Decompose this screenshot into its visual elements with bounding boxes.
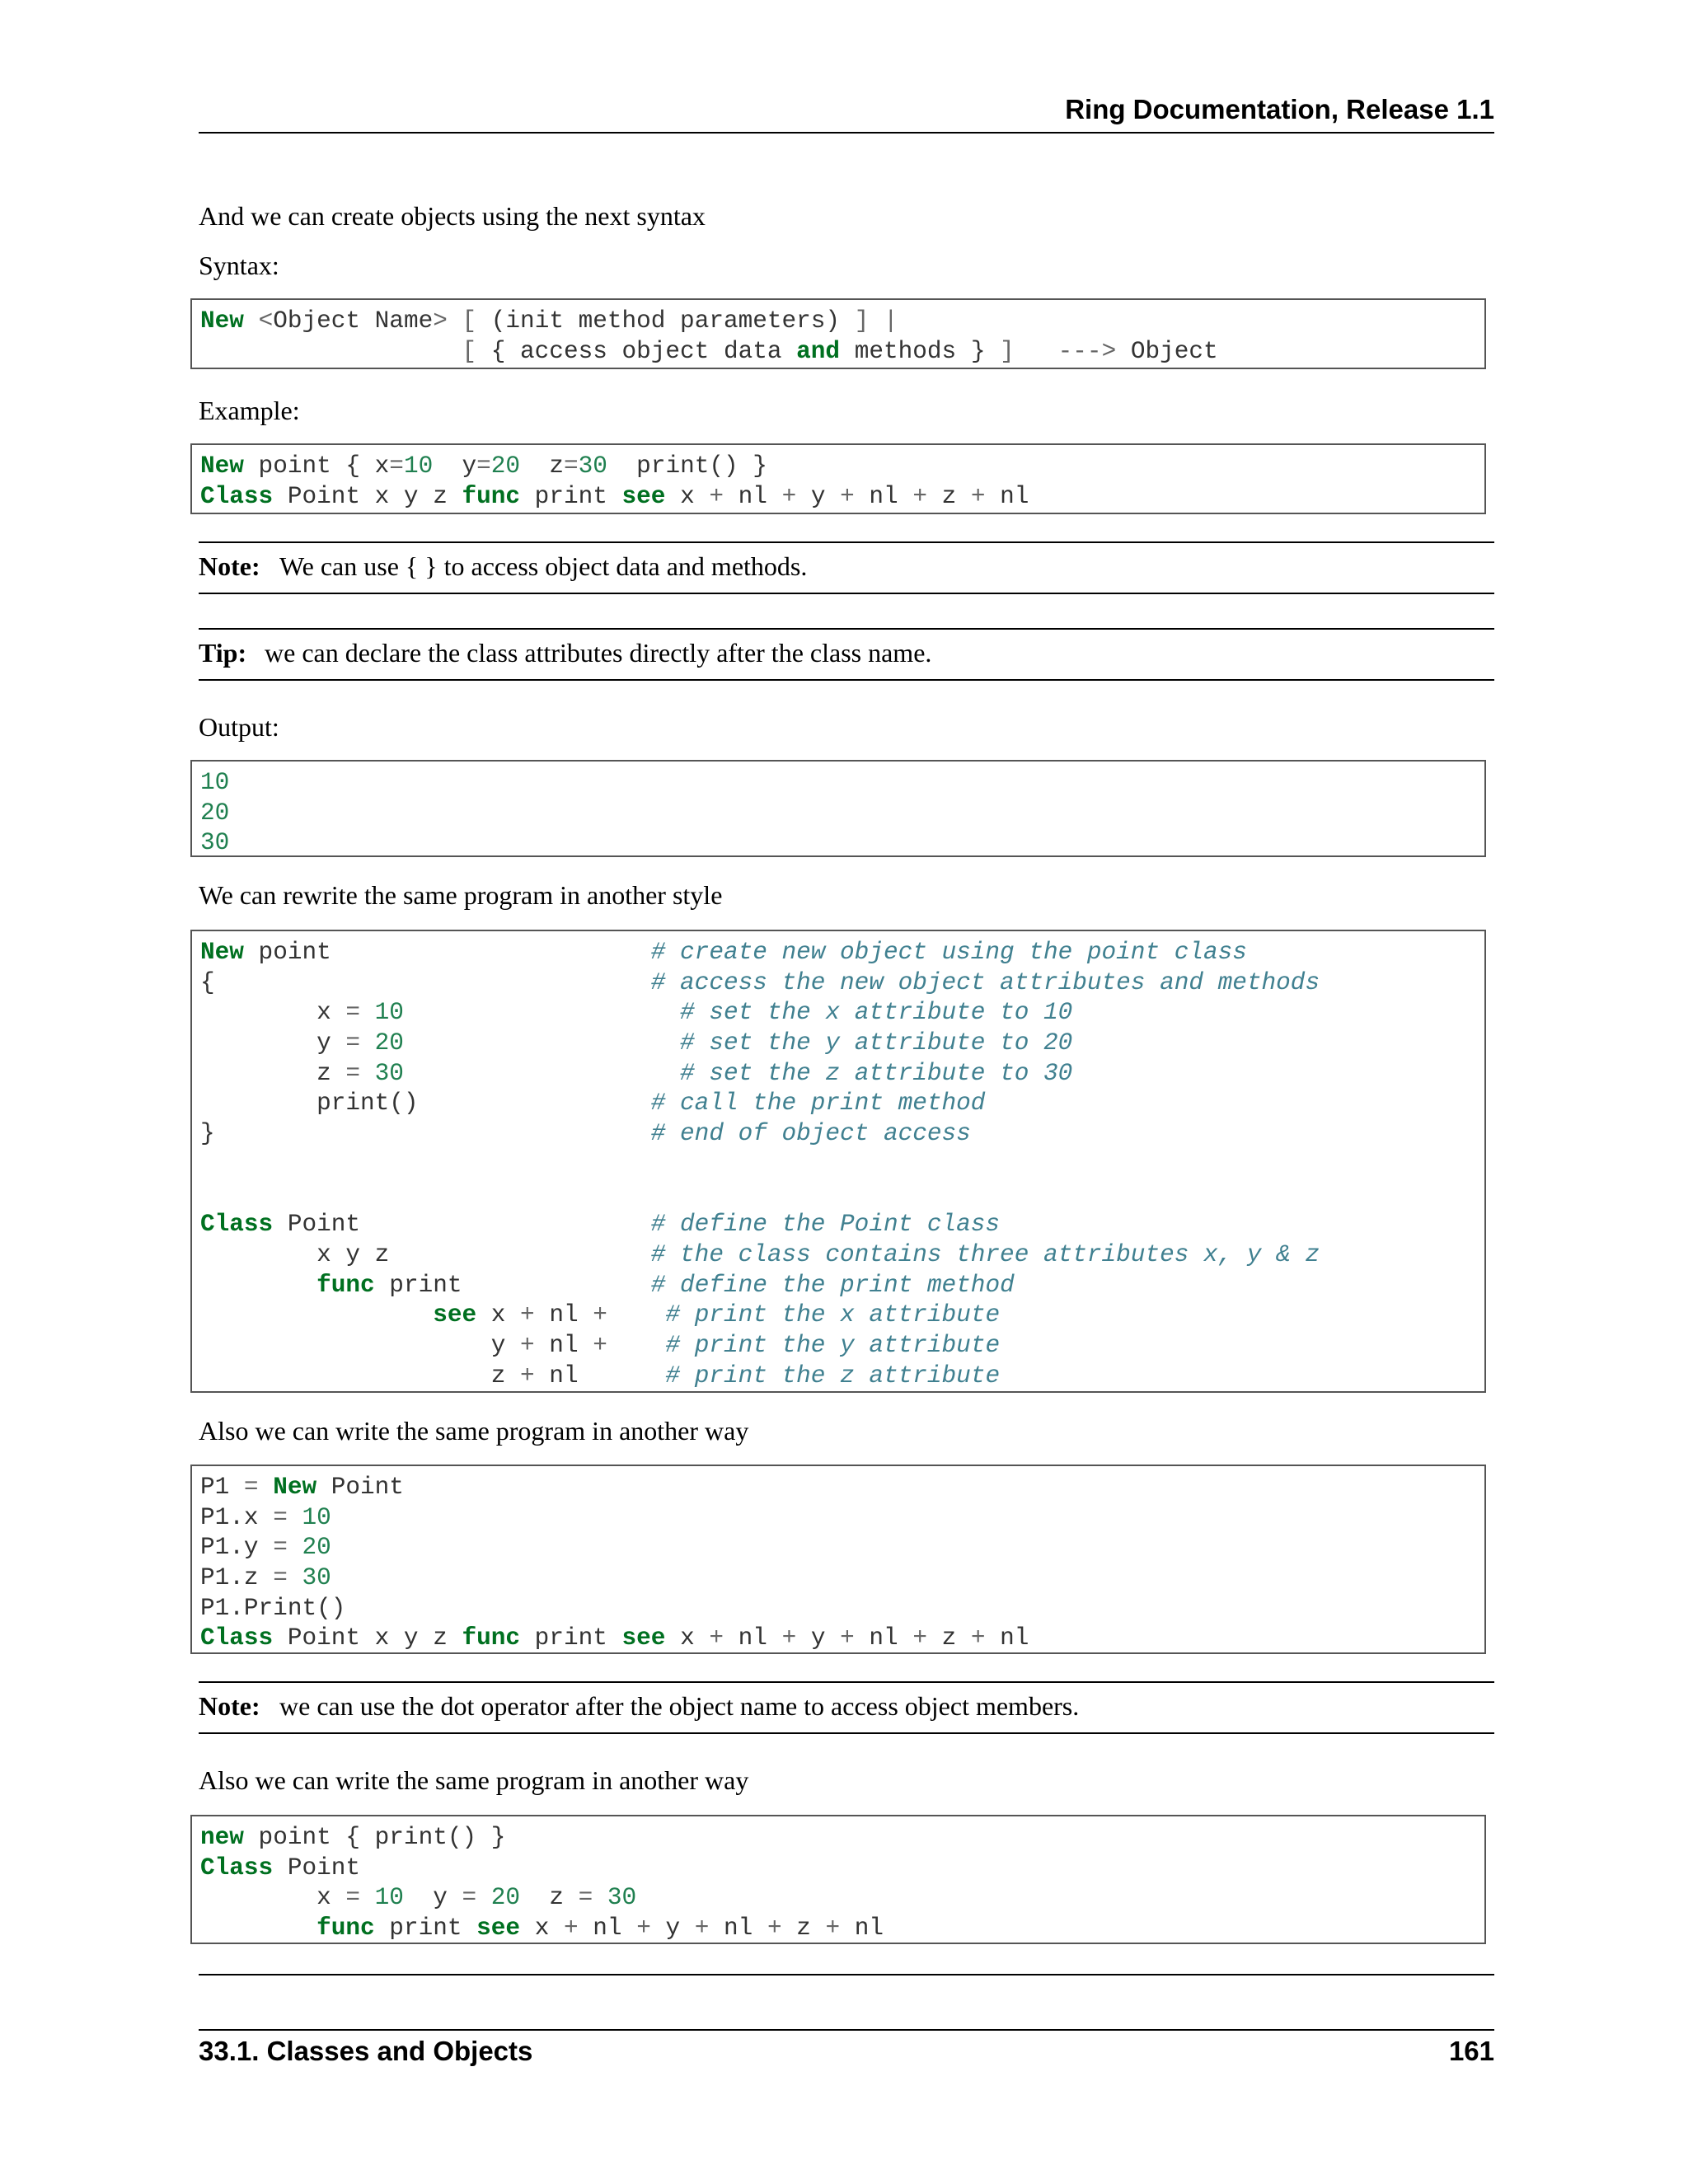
code-comment: # print the y attribute [665, 1331, 1001, 1359]
code-keyword: Class [200, 482, 274, 510]
code-text: x [520, 1915, 564, 1943]
code-line [200, 1624, 1476, 1654]
code-comment: # print the z attribute [665, 1361, 1001, 1390]
code-keyword: New [200, 307, 244, 335]
code-text: y [403, 1884, 462, 1912]
code-operator: = [345, 1029, 361, 1057]
code-text: x [665, 1624, 710, 1652]
code-line [200, 1883, 1476, 1914]
code-operator: = [578, 1884, 593, 1912]
code-text: print [520, 1624, 622, 1652]
code-line [200, 968, 1476, 999]
code-number: 20 [490, 452, 521, 480]
code-comment: # set the x attribute to 10 [680, 999, 1073, 1027]
code-line [200, 1533, 1476, 1563]
code-text: Point x y z [273, 1624, 462, 1652]
code-comment: # call the print method [650, 1090, 986, 1118]
paragraph-syntax-label: Syntax: [199, 251, 279, 280]
code-line [200, 1823, 1476, 1854]
code-text: nl [534, 1331, 593, 1359]
code-operator: = [273, 1534, 288, 1562]
code-block-syntax [190, 298, 1486, 369]
code-operator: + [840, 1624, 855, 1652]
code-comment: # print the x attribute [665, 1301, 1001, 1329]
code-comment: # the class contains three attributes x, y & z [650, 1240, 1320, 1268]
tip-admonition [199, 628, 1494, 681]
code-keyword: New [200, 452, 244, 480]
code-operator: + [636, 1915, 651, 1943]
tip-text: we can declare the class attributes directly after the class name. [265, 638, 932, 668]
code-text [869, 307, 884, 335]
code-text: } [200, 1120, 651, 1148]
code-text: methods } [840, 337, 1001, 365]
code-block-another-way [190, 1815, 1486, 1944]
code-text: y [200, 1029, 346, 1057]
code-keyword: New [200, 939, 244, 966]
tip-label: Tip: [199, 638, 247, 668]
note-text: We can use { } to access object data and methods. [279, 551, 808, 581]
code-line [200, 1914, 1476, 1944]
code-line [200, 1594, 1476, 1624]
code-text: { access object data [476, 337, 797, 365]
code-text: nl [578, 1915, 637, 1943]
code-text: nl [985, 1624, 1029, 1652]
code-keyword: func [462, 482, 521, 510]
code-line [200, 1089, 1476, 1119]
code-text [360, 1029, 375, 1057]
code-text: nl [724, 482, 782, 510]
code-number: 10 [374, 999, 404, 1027]
code-text [404, 1029, 680, 1057]
code-text: P1.Print() [200, 1594, 346, 1622]
note-admonition-2 [199, 1681, 1494, 1734]
code-operator: + [520, 1331, 535, 1359]
code-keyword: Class [200, 1624, 274, 1652]
code-line [200, 1563, 1476, 1594]
code-keyword: func [462, 1624, 521, 1652]
code-line [200, 1180, 1476, 1211]
code-operator: = [345, 999, 361, 1027]
code-text [200, 1301, 433, 1329]
code-line [200, 452, 1476, 482]
code-text [200, 338, 462, 365]
code-line [200, 307, 1476, 337]
code-number: 20 [302, 1534, 331, 1562]
code-comment: # define the Point class [650, 1211, 1001, 1239]
header-title: Ring Documentation, Release 1.1 [1065, 94, 1494, 124]
code-text [288, 1564, 302, 1591]
code-number: 10 [403, 452, 434, 480]
code-operator: + [970, 482, 986, 510]
code-text: { [200, 968, 651, 996]
code-operator: ] [854, 307, 870, 335]
code-text: y [796, 482, 841, 510]
code-text: P1.z [200, 1564, 274, 1592]
code-text [200, 1272, 316, 1299]
code-operator: = [345, 1884, 361, 1912]
code-text [607, 1301, 666, 1329]
code-text: point { x [243, 452, 390, 480]
code-operator: + [520, 1301, 535, 1329]
footer-page-number: 161 [1448, 2036, 1494, 2066]
code-number: 10 [374, 1884, 404, 1912]
code-line [200, 1119, 1476, 1150]
code-text: x y z [200, 1240, 651, 1268]
code-text: nl [840, 1915, 884, 1943]
code-text: z [520, 452, 564, 480]
code-operator: + [825, 1915, 841, 1943]
code-text [593, 1884, 607, 1911]
code-operator: + [593, 1331, 607, 1359]
code-text: nl [724, 1624, 782, 1652]
code-operator: [ [462, 337, 477, 365]
code-keyword: see [476, 1915, 521, 1943]
code-text: print() [200, 1090, 651, 1118]
code-operator: + [912, 1624, 927, 1652]
paragraph-another-way-1: Also we can write the same program in another way [199, 1416, 749, 1446]
code-text: x [476, 1301, 521, 1329]
code-text: z [200, 1059, 346, 1087]
code-operator: = [462, 1884, 477, 1912]
code-text: z [926, 1624, 971, 1652]
code-comment: # set the y attribute to 20 [680, 1029, 1073, 1057]
code-keyword: and [796, 337, 841, 365]
code-operator: ---> [1057, 337, 1117, 365]
code-text: x [200, 999, 346, 1027]
code-text [404, 999, 680, 1026]
code-line [200, 998, 1476, 1029]
code-number: 30 [302, 1564, 331, 1592]
code-text: (init method parameters) [476, 307, 855, 335]
code-text [404, 1060, 680, 1087]
code-line [200, 1150, 1476, 1180]
code-text: z [781, 1915, 826, 1943]
page-header [199, 92, 1494, 134]
code-operator: = [273, 1564, 288, 1592]
code-line [200, 1854, 1476, 1884]
paragraph-rewrite-style: We can rewrite the same program in another style [199, 880, 723, 910]
code-keyword: see [621, 482, 666, 510]
code-line [200, 1361, 1476, 1392]
code-keyword: see [433, 1301, 477, 1329]
code-operator: + [709, 1624, 724, 1652]
code-line [200, 768, 1476, 799]
code-operator: + [563, 1915, 579, 1943]
code-text [448, 307, 462, 335]
code-text: print [374, 1915, 477, 1943]
section-divider [199, 1974, 1494, 1975]
code-operator: ] [1000, 337, 1015, 365]
code-operator: = [243, 1474, 259, 1501]
code-line [200, 482, 1476, 513]
code-text: Point [273, 1211, 651, 1239]
code-text: print [374, 1271, 651, 1299]
code-number: 30 [374, 1059, 404, 1087]
code-comment: # set the z attribute to 30 [680, 1059, 1073, 1087]
code-output: 10 [200, 769, 230, 796]
note-admonition-1 [199, 541, 1494, 594]
code-text: y [433, 452, 477, 480]
code-operator: < [258, 307, 274, 335]
code-text: z [926, 482, 971, 510]
code-number: 10 [302, 1503, 331, 1531]
code-operator: + [709, 482, 724, 510]
code-text: print [520, 482, 622, 510]
code-text: Object [1116, 337, 1218, 365]
code-output: 20 [200, 799, 230, 827]
code-text: point { print() } [243, 1824, 506, 1851]
code-operator: = [345, 1059, 361, 1087]
code-text: P1.x [200, 1503, 274, 1531]
code-text [1015, 338, 1058, 365]
code-text [288, 1504, 302, 1531]
code-operator: > [433, 307, 448, 335]
code-text: nl [534, 1361, 666, 1390]
code-text: nl [985, 482, 1029, 510]
code-comment: # define the print method [650, 1271, 1015, 1299]
code-line [200, 1029, 1476, 1059]
code-text: nl [709, 1915, 767, 1943]
code-text: x [200, 1884, 346, 1912]
code-text: Object Name [273, 307, 434, 335]
code-keyword: see [621, 1624, 666, 1652]
footer-section-title: 33.1. Classes and Objects [199, 2036, 533, 2066]
page-footer [199, 2029, 1494, 2066]
code-text: Point x y z [273, 482, 462, 510]
paragraph-another-way-2: Also we can write the same program in another way [199, 1765, 749, 1795]
code-operator: + [970, 1624, 986, 1652]
code-operator: = [476, 452, 491, 480]
code-block-dot-operator [190, 1465, 1486, 1654]
code-text: x [665, 482, 710, 510]
code-line [200, 1473, 1476, 1503]
note-text: we can use the dot operator after the object name to access object members. [279, 1691, 1080, 1721]
code-text: nl [534, 1301, 593, 1329]
code-comment: # end of object access [650, 1120, 971, 1148]
code-keyword: Class [200, 1854, 274, 1882]
code-number: 20 [374, 1029, 404, 1057]
code-operator: = [273, 1503, 288, 1531]
paragraph-output-label: Output: [199, 712, 279, 742]
code-line [200, 1503, 1476, 1534]
code-text: y [200, 1331, 521, 1359]
code-keyword: func [316, 1915, 375, 1943]
code-text: print() } [607, 452, 767, 480]
code-line [200, 828, 1476, 859]
code-line [200, 1271, 1476, 1301]
code-text [259, 1474, 274, 1501]
code-keyword: new [200, 1824, 244, 1851]
code-operator: = [563, 452, 579, 480]
code-text [360, 999, 375, 1026]
code-line [200, 1240, 1476, 1271]
code-text: point [243, 939, 651, 966]
code-text: Point [316, 1474, 404, 1501]
code-text: z [520, 1884, 579, 1912]
code-operator: [ [462, 307, 477, 335]
code-comment: # access the new object attributes and methods [650, 968, 1320, 996]
note-label: Note: [199, 551, 260, 581]
code-line [200, 1301, 1476, 1331]
code-text [476, 1884, 491, 1911]
code-keyword: New [273, 1474, 317, 1501]
code-block-example [190, 443, 1486, 514]
code-text: Point [273, 1854, 361, 1882]
code-text [360, 1060, 375, 1087]
code-text: y [650, 1915, 695, 1943]
code-line [200, 1210, 1476, 1240]
code-operator: + [593, 1301, 607, 1329]
code-line [200, 1331, 1476, 1361]
code-text: nl [854, 1624, 913, 1652]
code-text [607, 1332, 666, 1359]
note-label: Note: [199, 1691, 260, 1721]
paragraph-create-objects: And we can create objects using the next syntax [199, 201, 706, 231]
code-line [200, 799, 1476, 829]
code-line [200, 938, 1476, 968]
code-operator: + [781, 1624, 797, 1652]
code-output: 30 [200, 829, 230, 857]
code-operator: + [694, 1915, 710, 1943]
code-comment: # create new object using the point class [650, 939, 1247, 966]
code-text: P1.y [200, 1534, 274, 1562]
code-operator: + [781, 482, 797, 510]
code-block-style [190, 930, 1486, 1393]
code-keyword: Class [200, 1211, 274, 1239]
code-block-output [190, 760, 1486, 857]
code-operator: + [840, 482, 855, 510]
code-operator: + [767, 1915, 782, 1943]
code-operator: + [912, 482, 927, 510]
code-operator: + [520, 1361, 535, 1390]
code-text [200, 1915, 316, 1942]
code-text: y [796, 1624, 841, 1652]
code-keyword: func [316, 1271, 375, 1299]
code-operator: | [884, 307, 898, 335]
code-text: P1 [200, 1474, 244, 1501]
code-text [288, 1534, 302, 1561]
code-number: 30 [578, 452, 607, 480]
code-number: 20 [490, 1884, 521, 1912]
code-text: z [200, 1361, 521, 1390]
code-line [200, 337, 1476, 368]
code-text: nl [854, 482, 913, 510]
code-operator: = [389, 452, 404, 480]
code-text [244, 307, 259, 335]
paragraph-example-label: Example: [199, 396, 300, 425]
code-text [360, 1884, 375, 1911]
code-line [200, 1059, 1476, 1090]
code-number: 30 [607, 1884, 637, 1912]
